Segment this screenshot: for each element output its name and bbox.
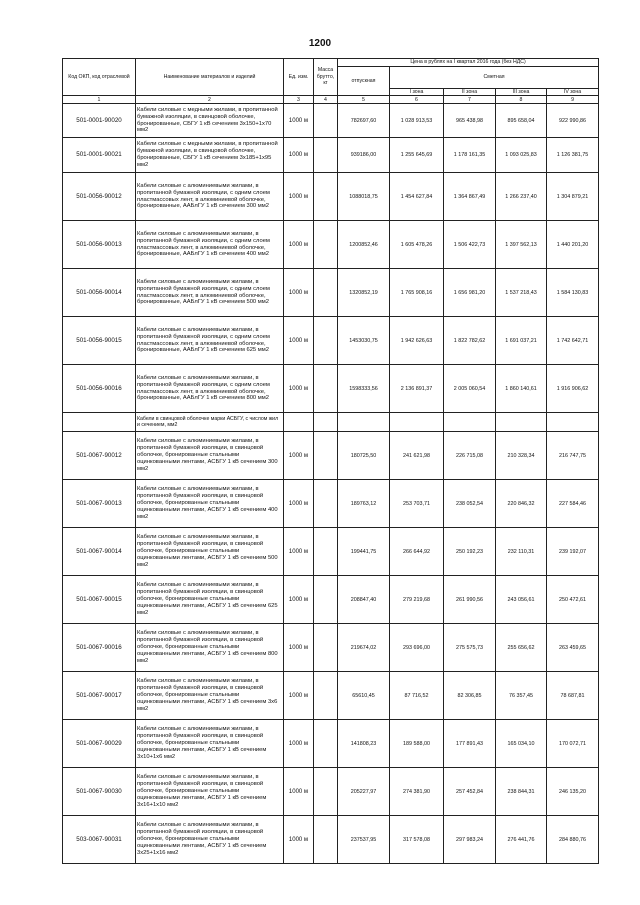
price-zone1: 1 605 478,26 (390, 221, 444, 269)
price-zone4: 227 584,46 (547, 480, 599, 528)
price-zone3: 1 397 562,13 (496, 221, 547, 269)
price-zone4: 246 135,20 (547, 768, 599, 816)
item-mass (314, 317, 338, 365)
price-zone1: 2 136 891,37 (390, 365, 444, 413)
price-release: 782697,60 (338, 104, 390, 138)
price-release: 237537,95 (338, 816, 390, 864)
table-row (63, 720, 599, 768)
price-zone4: 1 584 130,83 (547, 269, 599, 317)
item-unit: 1000 м (284, 138, 314, 173)
price-zone1: 87 716,52 (390, 672, 444, 720)
price-table (62, 58, 599, 864)
price-zone1: 1 454 627,84 (390, 173, 444, 221)
table-body (63, 59, 599, 864)
column-number: 4 (314, 96, 338, 104)
item-mass (314, 480, 338, 528)
price-zone4: 263 459,65 (547, 624, 599, 672)
price-zone4: 239 192,07 (547, 528, 599, 576)
price-zone3: 243 056,61 (496, 576, 547, 624)
price-zone3: 1 093 025,83 (496, 138, 547, 173)
item-mass (314, 432, 338, 480)
column-number: 3 (284, 96, 314, 104)
item-unit: 1000 м (284, 432, 314, 480)
item-unit: 1000 м (284, 768, 314, 816)
empty-cell (496, 413, 547, 432)
price-release: 1200852,46 (338, 221, 390, 269)
price-zone3: 1 537 218,43 (496, 269, 547, 317)
empty-cell (444, 413, 496, 432)
price-release: 199441,75 (338, 528, 390, 576)
price-zone2: 261 990,56 (444, 576, 496, 624)
price-zone4: 78 687,81 (547, 672, 599, 720)
column-number: 9 (547, 96, 599, 104)
price-zone4: 1 742 642,71 (547, 317, 599, 365)
price-zone1: 293 696,00 (390, 624, 444, 672)
price-zone3: 255 656,62 (496, 624, 547, 672)
price-release: 1598333,56 (338, 365, 390, 413)
price-zone2: 1 822 782,62 (444, 317, 496, 365)
table-row (63, 480, 599, 528)
table-row (63, 624, 599, 672)
item-unit: 1000 м (284, 816, 314, 864)
header-unit: Ед. изм. (284, 59, 314, 96)
header-price-group: Цена в рублях на I квартал 2016 года (без НДС) (338, 59, 599, 67)
table-row (63, 173, 599, 221)
item-name: Кабели силовые с медными жилами, в пропитанной бумажной изоляции, в свинцовой оболочке, бронированные, СБГУ 1 кВ сечением 3х185+1х95 мм2 (136, 138, 284, 173)
item-name: Кабели силовые с алюминиевыми жилами, в пропитанной бумажной изоляции, в свинцовой оболочке, бронированные стальными оцинкованными лентами, АСБГУ 1 кВ сечением 3х25+1х16 мм2 (136, 816, 284, 864)
item-code: 501-0056-90016 (63, 365, 136, 413)
item-code: 501-0067-90013 (63, 480, 136, 528)
item-unit: 1000 м (284, 624, 314, 672)
price-zone2: 297 983,24 (444, 816, 496, 864)
item-name: Кабели силовые с алюминиевыми жилами, в пропитанной бумажной изоляции, в свинцовой оболочке, бронированные стальными оцинкованными лентами, АСБГУ 1 кВ сечением 800 мм2 (136, 624, 284, 672)
item-code: 501-0056-90014 (63, 269, 136, 317)
price-zone2: 1 506 422,73 (444, 221, 496, 269)
price-release: 939186,00 (338, 138, 390, 173)
item-mass (314, 528, 338, 576)
price-zone1: 189 588,00 (390, 720, 444, 768)
item-name: Кабели силовые с алюминиевыми жилами, в пропитанной бумажной изоляции, с одним слоем пластмассовых лент, в алюминиевой оболочке, бронированные, ААБлГУ 1 кВ сечением 300 мм2 (136, 173, 284, 221)
header-zone2: II зона (444, 88, 496, 96)
price-release: 208847,40 (338, 576, 390, 624)
price-release: 189763,12 (338, 480, 390, 528)
page-number: 1200 (308, 38, 332, 49)
column-number: 1 (63, 96, 136, 104)
price-zone4: 1 440 201,20 (547, 221, 599, 269)
table-row (63, 138, 599, 173)
item-code: 501-0056-90015 (63, 317, 136, 365)
top-rule (0, 3, 640, 4)
item-mass (314, 269, 338, 317)
table-row (63, 221, 599, 269)
table-row (63, 768, 599, 816)
price-zone2: 965 438,98 (444, 104, 496, 138)
price-zone1: 317 578,08 (390, 816, 444, 864)
price-zone3: 210 328,34 (496, 432, 547, 480)
price-zone1: 1 942 626,63 (390, 317, 444, 365)
price-zone4: 250 472,61 (547, 576, 599, 624)
table-row (63, 432, 599, 480)
price-release: 219674,02 (338, 624, 390, 672)
item-mass (314, 365, 338, 413)
price-zone3: 232 110,31 (496, 528, 547, 576)
item-name: Кабели силовые с алюминиевыми жилами, в пропитанной бумажной изоляции, в свинцовой оболочке, бронированные стальными оцинкованными лентами, АСБГУ 1 кВ сечением 3х16+1х10 мм2 (136, 768, 284, 816)
item-mass (314, 624, 338, 672)
price-zone4: 922 990,86 (547, 104, 599, 138)
price-zone3: 165 034,10 (496, 720, 547, 768)
empty-cell (284, 413, 314, 432)
header-mass: Масса брутто, кг (314, 59, 338, 96)
item-mass (314, 104, 338, 138)
column-number-row (63, 96, 599, 104)
item-mass (314, 816, 338, 864)
price-zone2: 1 364 867,49 (444, 173, 496, 221)
item-mass (314, 138, 338, 173)
item-name: Кабели силовые с алюминиевыми жилами, в пропитанной бумажной изоляции, в свинцовой оболочке, бронированные стальными оцинкованными лентами, АСБГУ 1 кВ сечением 3х6 мм2 (136, 672, 284, 720)
price-release: 1088018,75 (338, 173, 390, 221)
item-unit: 1000 м (284, 269, 314, 317)
price-zone1: 1 028 913,53 (390, 104, 444, 138)
item-unit: 1000 м (284, 720, 314, 768)
section-subheader: Кабели в свинцовой оболочке марки АСБГУ, с числом жил и сечением, мм2 (136, 413, 284, 432)
price-zone3: 276 441,76 (496, 816, 547, 864)
header-code: Код ОКП, код отраслевой (63, 59, 136, 96)
price-zone4: 1 916 906,62 (547, 365, 599, 413)
header-row-1 (63, 59, 599, 67)
item-name: Кабели силовые с алюминиевыми жилами, в пропитанной бумажной изоляции, в свинцовой оболочке, бронированные стальными оцинкованными лентами, АСБГУ 1 кВ сечением 300 мм2 (136, 432, 284, 480)
price-zone2: 226 715,08 (444, 432, 496, 480)
item-mass (314, 768, 338, 816)
item-name: Кабели силовые с алюминиевыми жилами, в пропитанной бумажной изоляции, с одним слоем пластмассовых лент, в алюминиевой оболочке, бронированные, ААБлГУ 1 кВ сечением 800 мм2 (136, 365, 284, 413)
item-mass (314, 576, 338, 624)
table-row (63, 816, 599, 864)
price-zone3: 220 846,32 (496, 480, 547, 528)
item-unit: 1000 м (284, 576, 314, 624)
price-zone2: 177 891,43 (444, 720, 496, 768)
price-zone2: 1 178 161,35 (444, 138, 496, 173)
header-zone4: IV зона (547, 88, 599, 96)
table-row (63, 269, 599, 317)
item-name: Кабели силовые с алюминиевыми жилами, в пропитанной бумажной изоляции, с одним слоем пластмассовых лент, в алюминиевой оболочке, бронированные, ААБлГУ 1 кВ сечением 625 мм2 (136, 317, 284, 365)
header-release: отпускная (338, 66, 390, 96)
price-zone3: 1 860 140,61 (496, 365, 547, 413)
price-release: 1320852,19 (338, 269, 390, 317)
header-estimate: Сметная (390, 66, 599, 88)
item-code: 501-0067-90014 (63, 528, 136, 576)
item-code: 503-0067-90031 (63, 816, 136, 864)
item-code: 501-0067-90017 (63, 672, 136, 720)
price-zone3: 76 357,45 (496, 672, 547, 720)
price-release: 141808,23 (338, 720, 390, 768)
item-mass (314, 173, 338, 221)
section-subheader-row (63, 413, 599, 432)
table-row (63, 672, 599, 720)
price-zone1: 279 219,68 (390, 576, 444, 624)
price-release: 1453030,75 (338, 317, 390, 365)
table-row (63, 317, 599, 365)
price-zone2: 257 452,84 (444, 768, 496, 816)
price-zone2: 250 192,23 (444, 528, 496, 576)
price-zone1: 1 765 908,16 (390, 269, 444, 317)
item-code: 501-0067-90030 (63, 768, 136, 816)
price-zone1: 274 381,90 (390, 768, 444, 816)
item-name: Кабели силовые с алюминиевыми жилами, в пропитанной бумажной изоляции, с одним слоем пластмассовых лент, в алюминиевой оболочке, бронированные, ААБлГУ 1 кВ сечением 400 мм2 (136, 221, 284, 269)
price-zone4: 1 126 381,75 (547, 138, 599, 173)
column-number: 7 (444, 96, 496, 104)
item-code: 501-0067-90012 (63, 432, 136, 480)
table-row (63, 576, 599, 624)
item-unit: 1000 м (284, 317, 314, 365)
header-name: Наименование материалов и изделий (136, 59, 284, 96)
item-unit: 1000 м (284, 104, 314, 138)
price-zone4: 284 880,76 (547, 816, 599, 864)
price-zone3: 895 658,04 (496, 104, 547, 138)
item-name: Кабели силовые с алюминиевыми жилами, в пропитанной бумажной изоляции, в свинцовой оболочке, бронированные стальными оцинкованными лентами, АСБГУ 1 кВ сечением 625 мм2 (136, 576, 284, 624)
item-code: 501-0001-90021 (63, 138, 136, 173)
price-zone3: 238 844,31 (496, 768, 547, 816)
column-number: 8 (496, 96, 547, 104)
header-zone1: I зона (390, 88, 444, 96)
item-mass (314, 720, 338, 768)
price-zone3: 1 691 037,21 (496, 317, 547, 365)
item-code: 501-0067-90016 (63, 624, 136, 672)
price-zone2: 275 575,73 (444, 624, 496, 672)
item-mass (314, 672, 338, 720)
header-zone3: III зона (496, 88, 547, 96)
item-name: Кабели силовые с алюминиевыми жилами, в пропитанной бумажной изоляции, в свинцовой оболочке, бронированные стальными оцинкованными лентами, АСБГУ 1 кВ сечением 400 мм2 (136, 480, 284, 528)
item-unit: 1000 м (284, 480, 314, 528)
price-zone2: 1 656 981,20 (444, 269, 496, 317)
item-code: 501-0067-90015 (63, 576, 136, 624)
price-zone4: 216 747,75 (547, 432, 599, 480)
price-release: 180725,50 (338, 432, 390, 480)
item-unit: 1000 м (284, 365, 314, 413)
table-row (63, 528, 599, 576)
item-name: Кабели силовые с медными жилами, в пропитанной бумажной изоляции, в свинцовой оболочке, бронированные, СБГУ 1 кВ сечением 3х150+1х70 мм2 (136, 104, 284, 138)
price-zone4: 1 304 879,21 (547, 173, 599, 221)
empty-cell (390, 413, 444, 432)
table-row (63, 104, 599, 138)
item-unit: 1000 м (284, 672, 314, 720)
price-zone1: 241 621,98 (390, 432, 444, 480)
price-zone2: 82 306,85 (444, 672, 496, 720)
item-code: 501-0001-90020 (63, 104, 136, 138)
table-row (63, 365, 599, 413)
item-name: Кабели силовые с алюминиевыми жилами, в пропитанной бумажной изоляции, с одним слоем пластмассовых лент, в алюминиевой оболочке, бронированные, ААБлГУ 1 кВ сечением 500 мм2 (136, 269, 284, 317)
price-release: 65610,45 (338, 672, 390, 720)
column-number: 6 (390, 96, 444, 104)
price-zone4: 170 072,71 (547, 720, 599, 768)
item-code: 501-0056-90013 (63, 221, 136, 269)
item-name: Кабели силовые с алюминиевыми жилами, в пропитанной бумажной изоляции, в свинцовой оболочке, бронированные стальными оцинкованными лентами, АСБГУ 1 кВ сечением 3х10+1х6 мм2 (136, 720, 284, 768)
item-unit: 1000 м (284, 173, 314, 221)
item-name: Кабели силовые с алюминиевыми жилами, в пропитанной бумажной изоляции, в свинцовой оболочке, бронированные стальными оцинкованными лентами, АСБГУ 1 кВ сечением 500 мм2 (136, 528, 284, 576)
item-mass (314, 221, 338, 269)
empty-cell (314, 413, 338, 432)
price-zone1: 253 703,71 (390, 480, 444, 528)
price-zone1: 1 255 645,69 (390, 138, 444, 173)
column-number: 2 (136, 96, 284, 104)
item-code: 501-0067-90029 (63, 720, 136, 768)
subheader-code-cell (63, 413, 136, 432)
price-zone1: 266 644,92 (390, 528, 444, 576)
column-number: 5 (338, 96, 390, 104)
item-code: 501-0056-90012 (63, 173, 136, 221)
price-zone2: 2 005 060,54 (444, 365, 496, 413)
price-zone2: 238 052,54 (444, 480, 496, 528)
empty-cell (547, 413, 599, 432)
item-unit: 1000 м (284, 528, 314, 576)
item-unit: 1000 м (284, 221, 314, 269)
price-zone3: 1 266 237,40 (496, 173, 547, 221)
empty-cell (338, 413, 390, 432)
price-release: 205227,97 (338, 768, 390, 816)
